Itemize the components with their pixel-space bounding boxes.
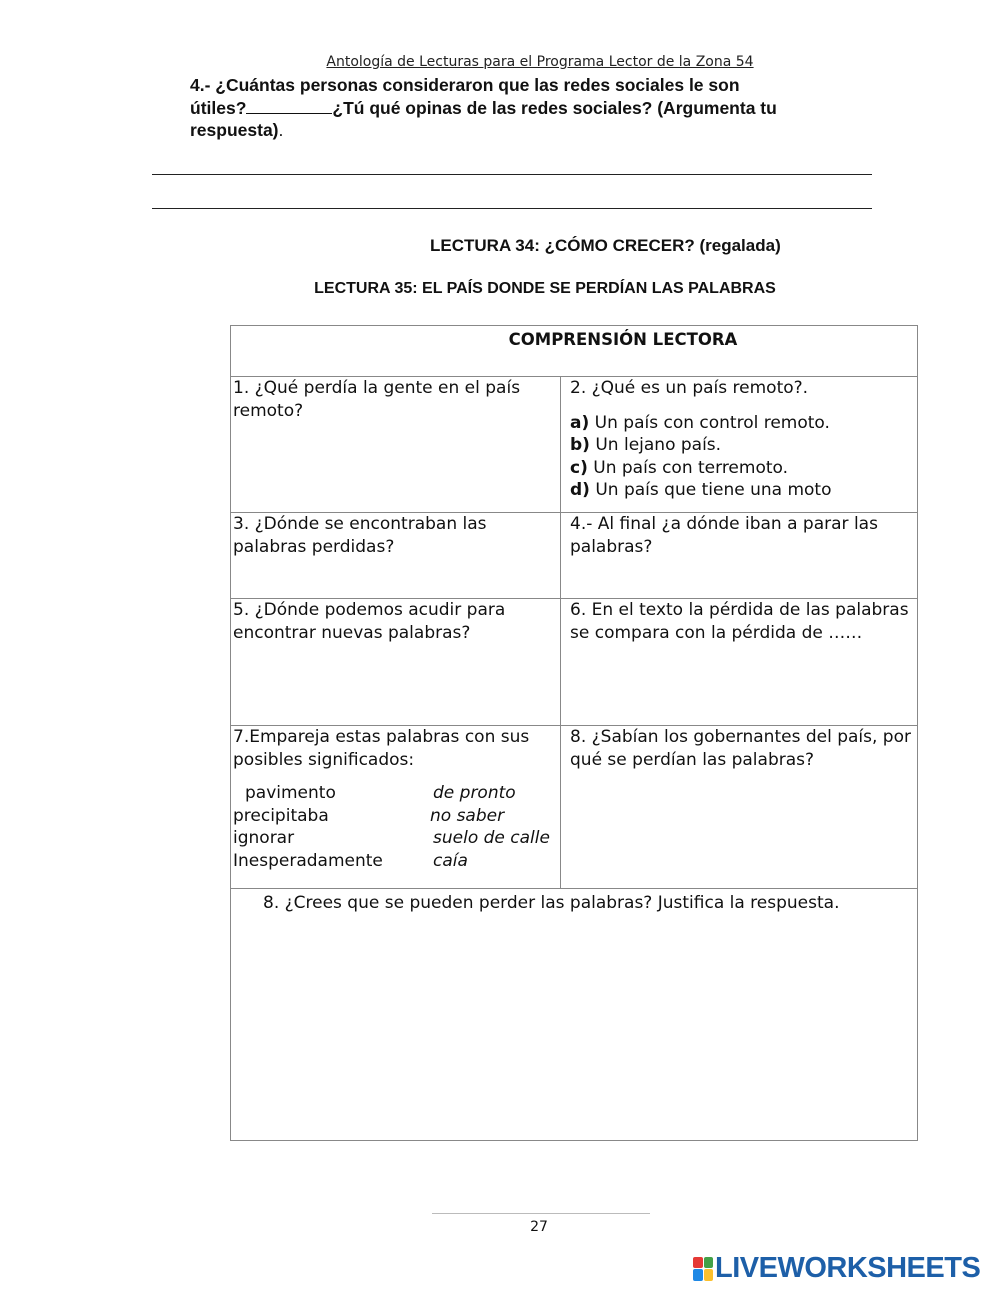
pair-row[interactable]: pavimento de pronto: [245, 783, 516, 803]
question-8: 8. ¿Sabían los gobernantes del país, por qué se perdían las palabras?: [570, 727, 911, 770]
question-1-cell[interactable]: [231, 377, 561, 513]
page-number: 27: [530, 1219, 548, 1235]
question-4b: 4.- Al final ¿a dónde iban a parar las palabras?: [570, 514, 878, 557]
question-4-line2b: ¿Tú qué opinas de las redes sociales? (Argumenta tu: [332, 97, 777, 118]
comprehension-table: [230, 325, 918, 1141]
question-8b-cell[interactable]: [231, 889, 918, 1141]
liveworksheets-logo-icon: [693, 1257, 713, 1281]
brand-name: LIVEWORKSHEETS: [715, 1252, 981, 1284]
question-4: 4.- ¿Cuántas personas consideraron que las redes sociales le son útiles? ¿Tú qué opinas de las redes sociales? (Argumenta tu respuesta).: [190, 74, 830, 142]
footer-divider: [432, 1213, 650, 1214]
reading-34-title: LECTURA 34: ¿CÓMO CRECER? (regalada): [430, 236, 781, 255]
question-8-cell[interactable]: [561, 726, 918, 889]
question-5-cell[interactable]: [231, 599, 561, 726]
question-6-cell[interactable]: [561, 599, 918, 726]
answer-line-2[interactable]: [152, 208, 872, 209]
question-7-cell: [231, 726, 561, 889]
question-7: 7.Empareja estas palabras con sus posibles significados:: [233, 727, 530, 770]
liveworksheets-brand: [693, 1252, 980, 1285]
question-2: 2. ¿Qué es un país remoto?.: [570, 378, 809, 398]
table-heading: COMPRENSIÓN LECTORA: [231, 326, 918, 377]
question-3: 3. ¿Dónde se encontraban las palabras perdidas?: [233, 514, 487, 557]
pair-row[interactable]: precipitaba no saber: [233, 805, 505, 826]
running-header: Antología de Lecturas para el Programa Lector de la Zona 54: [326, 54, 754, 70]
question-5: 5. ¿Dónde podemos acudir para encontrar nuevas palabras?: [233, 600, 506, 643]
option-c[interactable]: c) Un país con terremoto.: [570, 457, 789, 478]
question-4b-cell[interactable]: [561, 513, 918, 599]
question-4-line3: respuesta): [190, 120, 279, 140]
question-3-cell[interactable]: [231, 513, 561, 599]
option-a[interactable]: a) Un país con control remoto.: [570, 412, 830, 433]
pair-row[interactable]: ignorar suelo de calle: [233, 828, 550, 848]
option-b[interactable]: b) Un lejano país.: [570, 435, 722, 455]
question-1: 1. ¿Qué perdía la gente en el país remoto?: [233, 378, 521, 421]
reading-35-title: LECTURA 35: EL PAÍS DONDE SE PERDÍAN LAS PALABRAS: [314, 280, 776, 297]
answer-line-1[interactable]: [152, 174, 872, 175]
question-4-line1: 4.- ¿Cuántas personas consideraron que las redes sociales le son: [190, 75, 740, 95]
pair-row[interactable]: Inesperadamente caía: [233, 850, 468, 871]
question-2-cell[interactable]: [561, 377, 918, 513]
option-d[interactable]: d) Un país que tiene una moto: [570, 480, 832, 500]
question-8b: 8. ¿Crees que se pueden perder las palabras? Justifica la respuesta.: [263, 893, 840, 913]
answer-blank[interactable]: [246, 97, 332, 114]
question-6: 6. En el texto la pérdida de las palabras se compara con la pérdida de ……: [570, 600, 909, 643]
question-4-line2a: útiles?: [190, 97, 247, 118]
